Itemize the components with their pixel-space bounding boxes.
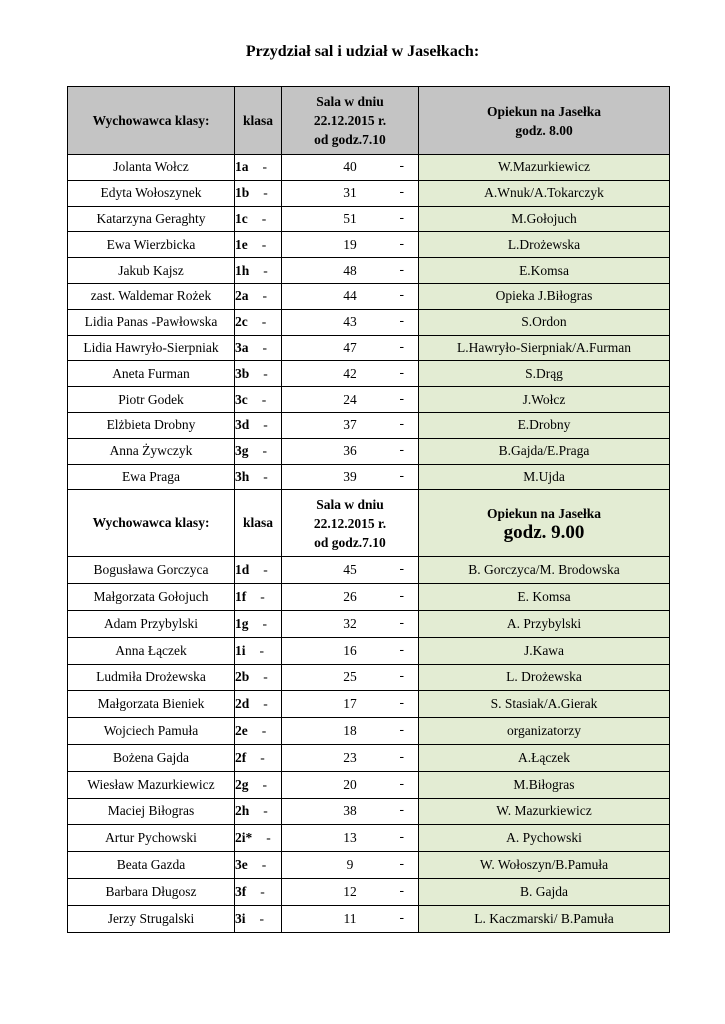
table-row [68,283,670,309]
wychowawca-name: Piotr Godek [68,387,235,413]
wychowawca-name: Wiesław Mazurkiewicz [68,771,235,798]
assignment-table-body [68,87,670,933]
wychowawca-name: Ludmiła Drożewska [68,664,235,691]
opiekun-cell: S.Drąg [419,361,670,387]
sala-number: 20 [343,776,357,792]
klasa-cell [235,206,282,232]
header2-opiekun-line1: Opiekun na Jasełka [486,506,602,522]
header-opiekun [419,87,670,155]
klasa-cell [235,335,282,361]
header-sala-line1: Sala w dniu [316,94,384,109]
wychowawca-name: Anna Łączek [68,637,235,664]
sala-dash: - [399,260,404,276]
klasa-dash: - [262,159,267,175]
wychowawca-name: Wojciech Pamuła [68,718,235,745]
sala-dash: - [399,157,404,173]
wychowawca-name: Adam Przybylski [68,610,235,637]
table-row [68,610,670,637]
document-title: Przydział sal i udział w Jasełkach: [245,43,480,60]
klasa-dash: - [262,443,267,459]
klasa-dash: - [263,696,268,712]
sala-number: 19 [343,236,357,252]
klasa-dash: - [261,723,267,739]
table-row [68,744,670,771]
sala-dash: - [399,587,404,603]
klasa-code: 3f [235,883,247,899]
sala-number: 18 [343,723,357,739]
sala-number: 11 [343,910,357,926]
klasa-dash: - [262,615,267,631]
klasa-cell [235,691,282,718]
table-row [68,825,670,852]
wychowawca-name: Małgorzata Gołojuch [68,584,235,611]
sala-number: 45 [343,562,357,578]
klasa-dash: - [263,468,268,484]
opiekun-cell: J.Kawa [419,637,670,664]
opiekun-cell: B. Gajda [419,878,670,905]
sala-cell [282,283,419,309]
opiekun-cell: Opieka J.Biłogras [419,283,670,309]
wychowawca-name: Bogusława Gorczyca [68,557,235,584]
opiekun-cell: W. Mazurkiewicz [419,798,670,825]
klasa-dash: - [263,365,268,381]
table-row [68,464,670,490]
opiekun-cell: L.Drożewska [419,232,670,258]
table-row [68,584,670,611]
klasa-dash: - [259,642,265,658]
klasa-code: 2g [235,776,249,792]
klasa-cell [235,258,282,284]
header2-wychowawca: Wychowawca klasy: [68,490,235,557]
klasa-dash: - [263,803,268,819]
sala-dash: - [399,286,404,302]
wychowawca-name: Beata Gazda [68,852,235,879]
klasa-dash: - [263,417,268,433]
klasa-cell [235,438,282,464]
header-opiekun-line1: Opiekun na Jasełka [486,103,602,119]
sala-dash: - [399,641,404,657]
klasa-dash: - [260,749,265,765]
klasa-cell [235,283,282,309]
sala-number: 31 [343,185,357,201]
sala-number: 16 [343,642,357,658]
sala-cell [282,387,419,413]
table-row [68,309,670,335]
opiekun-cell: B.Gajda/E.Praga [419,438,670,464]
klasa-cell [235,664,282,691]
sala-number: 44 [343,288,357,304]
sala-number: 17 [343,696,357,712]
wychowawca-name: Jakub Kajsz [68,258,235,284]
sala-dash: - [399,183,404,199]
klasa-cell [235,905,282,932]
wychowawca-name: Artur Pychowski [68,825,235,852]
wychowawca-name: Maciej Biłogras [68,798,235,825]
sala-cell [282,155,419,181]
sala-number: 51 [343,210,357,226]
sala-number: 26 [343,589,357,605]
sala-cell [282,825,419,852]
klasa-cell [235,718,282,745]
klasa-code: 2b [235,669,250,685]
header2-sala-line2: 22.12.2015 r. [313,515,387,531]
klasa-cell [235,610,282,637]
sala-cell [282,610,419,637]
klasa-code: 2c [235,314,248,330]
table-row [68,206,670,232]
table-row [68,258,670,284]
klasa-code: 3a [235,339,249,355]
table-row [68,387,670,413]
sala-cell [282,258,419,284]
klasa-cell [235,180,282,206]
klasa-code: 2a [235,288,249,304]
wychowawca-name: Ewa Wierzbicka [68,232,235,258]
sala-dash: - [399,467,404,483]
sala-cell [282,798,419,825]
table-row [68,361,670,387]
klasa-dash: - [263,562,268,578]
opiekun-cell: E.Drobny [419,412,670,438]
sala-number: 9 [346,857,354,873]
sala-number: 38 [343,803,357,819]
table-row [68,155,670,181]
wychowawca-name: Bożena Gajda [68,744,235,771]
sala-dash: - [399,441,404,457]
wychowawca-name: Barbara Długosz [68,878,235,905]
wychowawca-name: Anna Żywczyk [68,438,235,464]
wychowawca-name: zast. Waldemar Rożek [68,283,235,309]
sala-number: 47 [343,339,357,355]
sala-number: 13 [343,830,357,846]
sala-dash: - [399,209,404,225]
opiekun-cell: L. Kaczmarski/ B.Pamuła [419,905,670,932]
table-row [68,412,670,438]
sala-number: 40 [343,159,357,175]
klasa-cell [235,464,282,490]
sala-cell [282,361,419,387]
sala-dash: - [399,235,404,251]
table-row [68,691,670,718]
klasa-code: 3h [235,468,250,484]
header2-klasa: klasa [235,490,282,557]
wychowawca-name: Ewa Praga [68,464,235,490]
klasa-dash: - [261,236,267,252]
klasa-code: 1h [235,262,250,278]
table-row [68,771,670,798]
header2-sala-line1: Sala w dniu [316,496,384,512]
sala-number: 23 [343,749,357,765]
klasa-cell [235,878,282,905]
wychowawca-name: Aneta Furman [68,361,235,387]
header-wychowawca: Wychowawca klasy: [68,87,235,155]
opiekun-cell: L.Hawryło-Sierpniak/A.Furman [419,335,670,361]
klasa-code: 1c [235,210,248,226]
klasa-dash: - [263,185,268,201]
klasa-code: 2i* [235,830,253,846]
klasa-cell [235,744,282,771]
sala-dash: - [399,909,404,925]
opiekun-cell: B. Gorczyca/M. Brodowska [419,557,670,584]
sala-cell [282,744,419,771]
table-row [68,232,670,258]
klasa-cell [235,557,282,584]
wychowawca-name: Elżbieta Drobny [68,412,235,438]
sala-dash: - [399,855,404,871]
sala-dash: - [399,775,404,791]
table-row [68,718,670,745]
sala-number: 43 [343,314,357,330]
klasa-cell [235,361,282,387]
wychowawca-name: Lidia Panas -Pawłowska [68,309,235,335]
klasa-dash: - [263,262,268,278]
klasa-dash: - [266,830,271,846]
opiekun-cell: A.Łączek [419,744,670,771]
sala-dash: - [399,415,404,431]
klasa-cell [235,637,282,664]
table-row [68,664,670,691]
klasa-code: 2e [235,723,248,739]
header2-opiekun-line2: godz. 9.00 [503,522,585,544]
sala-number: 32 [343,615,357,631]
klasa-cell [235,584,282,611]
sala-cell [282,206,419,232]
header2-opiekun [419,490,670,557]
sala-cell [282,771,419,798]
header-opiekun-line2: godz. 8.00 [515,122,573,138]
opiekun-cell: organizatorzy [419,718,670,745]
klasa-code: 2d [235,696,250,712]
sala-dash: - [399,667,404,683]
table-row [68,852,670,879]
header-sala [282,87,419,155]
klasa-code: 1e [235,236,248,252]
opiekun-cell: E.Komsa [419,258,670,284]
klasa-cell [235,309,282,335]
klasa-dash: - [260,883,265,899]
sala-dash: - [399,338,404,354]
sala-cell [282,664,419,691]
klasa-code: 3g [235,443,249,459]
sala-cell [282,637,419,664]
wychowawca-name: Małgorzata Bieniek [68,691,235,718]
header2-sala [282,490,419,557]
sala-dash: - [399,694,404,710]
klasa-dash: - [262,339,267,355]
klasa-cell [235,798,282,825]
sala-cell [282,438,419,464]
table-row [68,798,670,825]
sala-cell [282,232,419,258]
wychowawca-name: Edyta Wołoszynek [68,180,235,206]
klasa-code: 1d [235,562,250,578]
sala-dash: - [399,882,404,898]
klasa-cell [235,155,282,181]
table-row [68,335,670,361]
header-sala-line2: 22.12.2015 r. [313,113,387,128]
table-row [68,180,670,206]
klasa-code: 3b [235,365,250,381]
sala-number: 39 [343,468,357,484]
opiekun-cell: W. Wołoszyn/B.Pamuła [419,852,670,879]
klasa-dash: - [261,391,267,407]
klasa-cell [235,825,282,852]
sala-number: 12 [343,883,357,899]
sala-number: 48 [343,262,357,278]
sala-dash: - [399,801,404,817]
klasa-cell [235,387,282,413]
sala-cell [282,180,419,206]
klasa-dash: - [261,210,267,226]
sala-cell [282,878,419,905]
klasa-dash: - [263,669,268,685]
wychowawca-name: Katarzyna Geraghty [68,206,235,232]
table-row [68,905,670,932]
klasa-code: 1b [235,185,250,201]
table-row [68,438,670,464]
sala-number: 36 [343,443,357,459]
sala-number: 24 [343,391,357,407]
sala-dash: - [399,312,404,328]
sala-number: 37 [343,417,357,433]
klasa-code: 3i [235,910,246,926]
opiekun-cell: S. Stasiak/A.Gierak [419,691,670,718]
table-row [68,557,670,584]
header-klasa: klasa [235,87,282,155]
sala-dash: - [399,748,404,764]
opiekun-cell: A. Przybylski [419,610,670,637]
klasa-code: 1f [235,589,247,605]
opiekun-cell: M.Gołojuch [419,206,670,232]
klasa-code: 3e [235,857,248,873]
sala-cell [282,557,419,584]
klasa-dash: - [262,288,267,304]
sala-dash: - [399,828,404,844]
opiekun-cell: M.Biłogras [419,771,670,798]
sala-cell [282,691,419,718]
sala-cell [282,335,419,361]
table-row [68,637,670,664]
klasa-dash: - [261,857,267,873]
sala-dash: - [399,364,404,380]
sala-cell [282,584,419,611]
klasa-code: 3d [235,417,250,433]
klasa-code: 1i [235,642,246,658]
klasa-dash: - [259,910,265,926]
klasa-dash: - [262,776,267,792]
sala-dash: - [399,560,404,576]
header-sala-line3: od godz.7.10 [314,132,386,147]
sala-cell [282,464,419,490]
wychowawca-name: Jerzy Strugalski [68,905,235,932]
klasa-code: 2h [235,803,250,819]
klasa-dash: - [261,314,267,330]
klasa-code: 3c [235,391,248,407]
klasa-code: 1a [235,159,249,175]
sala-cell [282,412,419,438]
sala-number: 25 [343,669,357,685]
opiekun-cell: A.Wnuk/A.Tokarczyk [419,180,670,206]
klasa-cell [235,771,282,798]
sala-cell [282,852,419,879]
wychowawca-name: Lidia Hawryło-Sierpniak [68,335,235,361]
klasa-dash: - [260,589,265,605]
sala-number: 42 [343,365,357,381]
sala-cell [282,309,419,335]
klasa-cell [235,852,282,879]
sala-dash: - [399,721,404,737]
wychowawca-name: Jolanta Wołcz [68,155,235,181]
opiekun-cell: E. Komsa [419,584,670,611]
klasa-cell [235,232,282,258]
opiekun-cell: W.Mazurkiewicz [419,155,670,181]
opiekun-cell: L. Drożewska [419,664,670,691]
table-row [68,878,670,905]
sala-dash: - [399,389,404,405]
klasa-cell [235,412,282,438]
header2-sala-line3: od godz.7.10 [314,534,386,550]
klasa-code: 2f [235,749,247,765]
klasa-code: 1g [235,615,249,631]
opiekun-cell: S.Ordon [419,309,670,335]
sala-cell [282,905,419,932]
opiekun-cell: A. Pychowski [419,825,670,852]
opiekun-cell: M.Ujda [419,464,670,490]
sala-cell [282,718,419,745]
opiekun-cell: J.Wołcz [419,387,670,413]
sala-dash: - [399,614,404,630]
assignment-table [67,86,670,933]
header-row-1 [68,87,670,155]
header-row-2 [68,490,670,557]
